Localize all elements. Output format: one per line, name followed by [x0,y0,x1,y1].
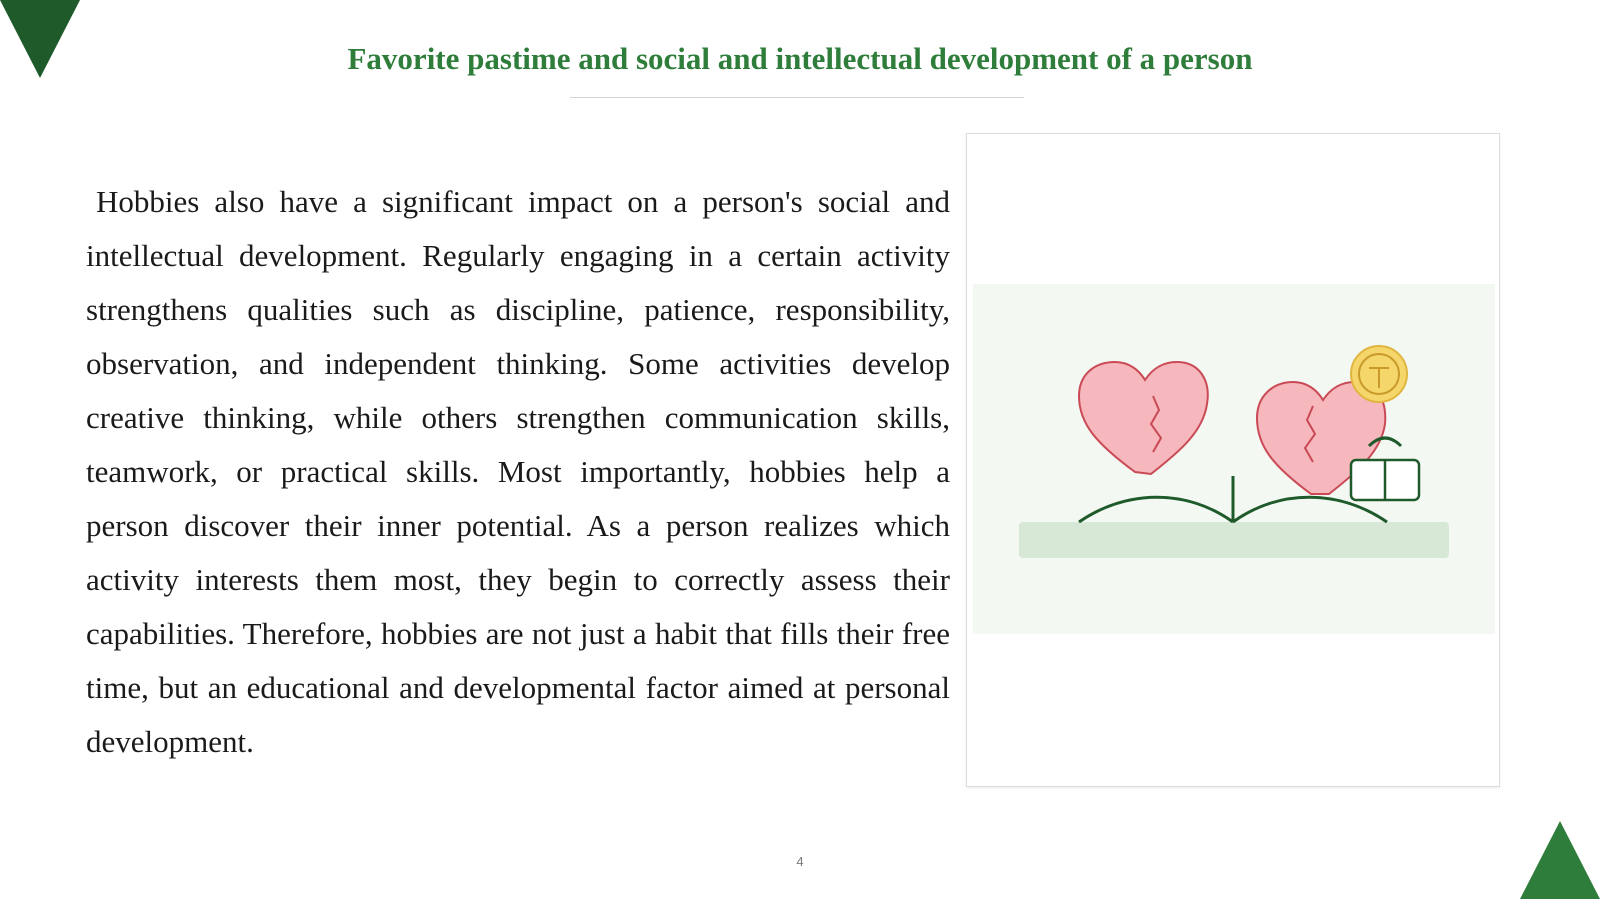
hobby-illustration [967,134,1501,788]
slide-title: Favorite pastime and social and intellectual development of a person [347,41,1253,76]
illustration-frame [966,133,1500,787]
page-number: 4 [796,854,804,869]
illustration-background [973,284,1495,634]
ground-bar [1019,522,1449,558]
title-divider [570,97,1024,98]
body-paragraph: Hobbies also have a significant impact on a person's social and intellectual development. Regularly engaging in a certain activity strengthens qualities such as discipline, patience, responsibility, observation, and independent thinking. Some activities develop creative thinking, while others strengthen communication skills, teamwork, or practical skills. Most importantly, hobbies help a person discover their inner potential. As a person realizes which activity interests them most, they begin to correctly assess their capabilities. Therefore, hobbies are not just a habit that fills their free time, but an educational and developmental factor aimed at personal development. [86,184,950,759]
coin-icon [1351,346,1407,402]
corner-triangle-bottom-right [1520,821,1600,899]
